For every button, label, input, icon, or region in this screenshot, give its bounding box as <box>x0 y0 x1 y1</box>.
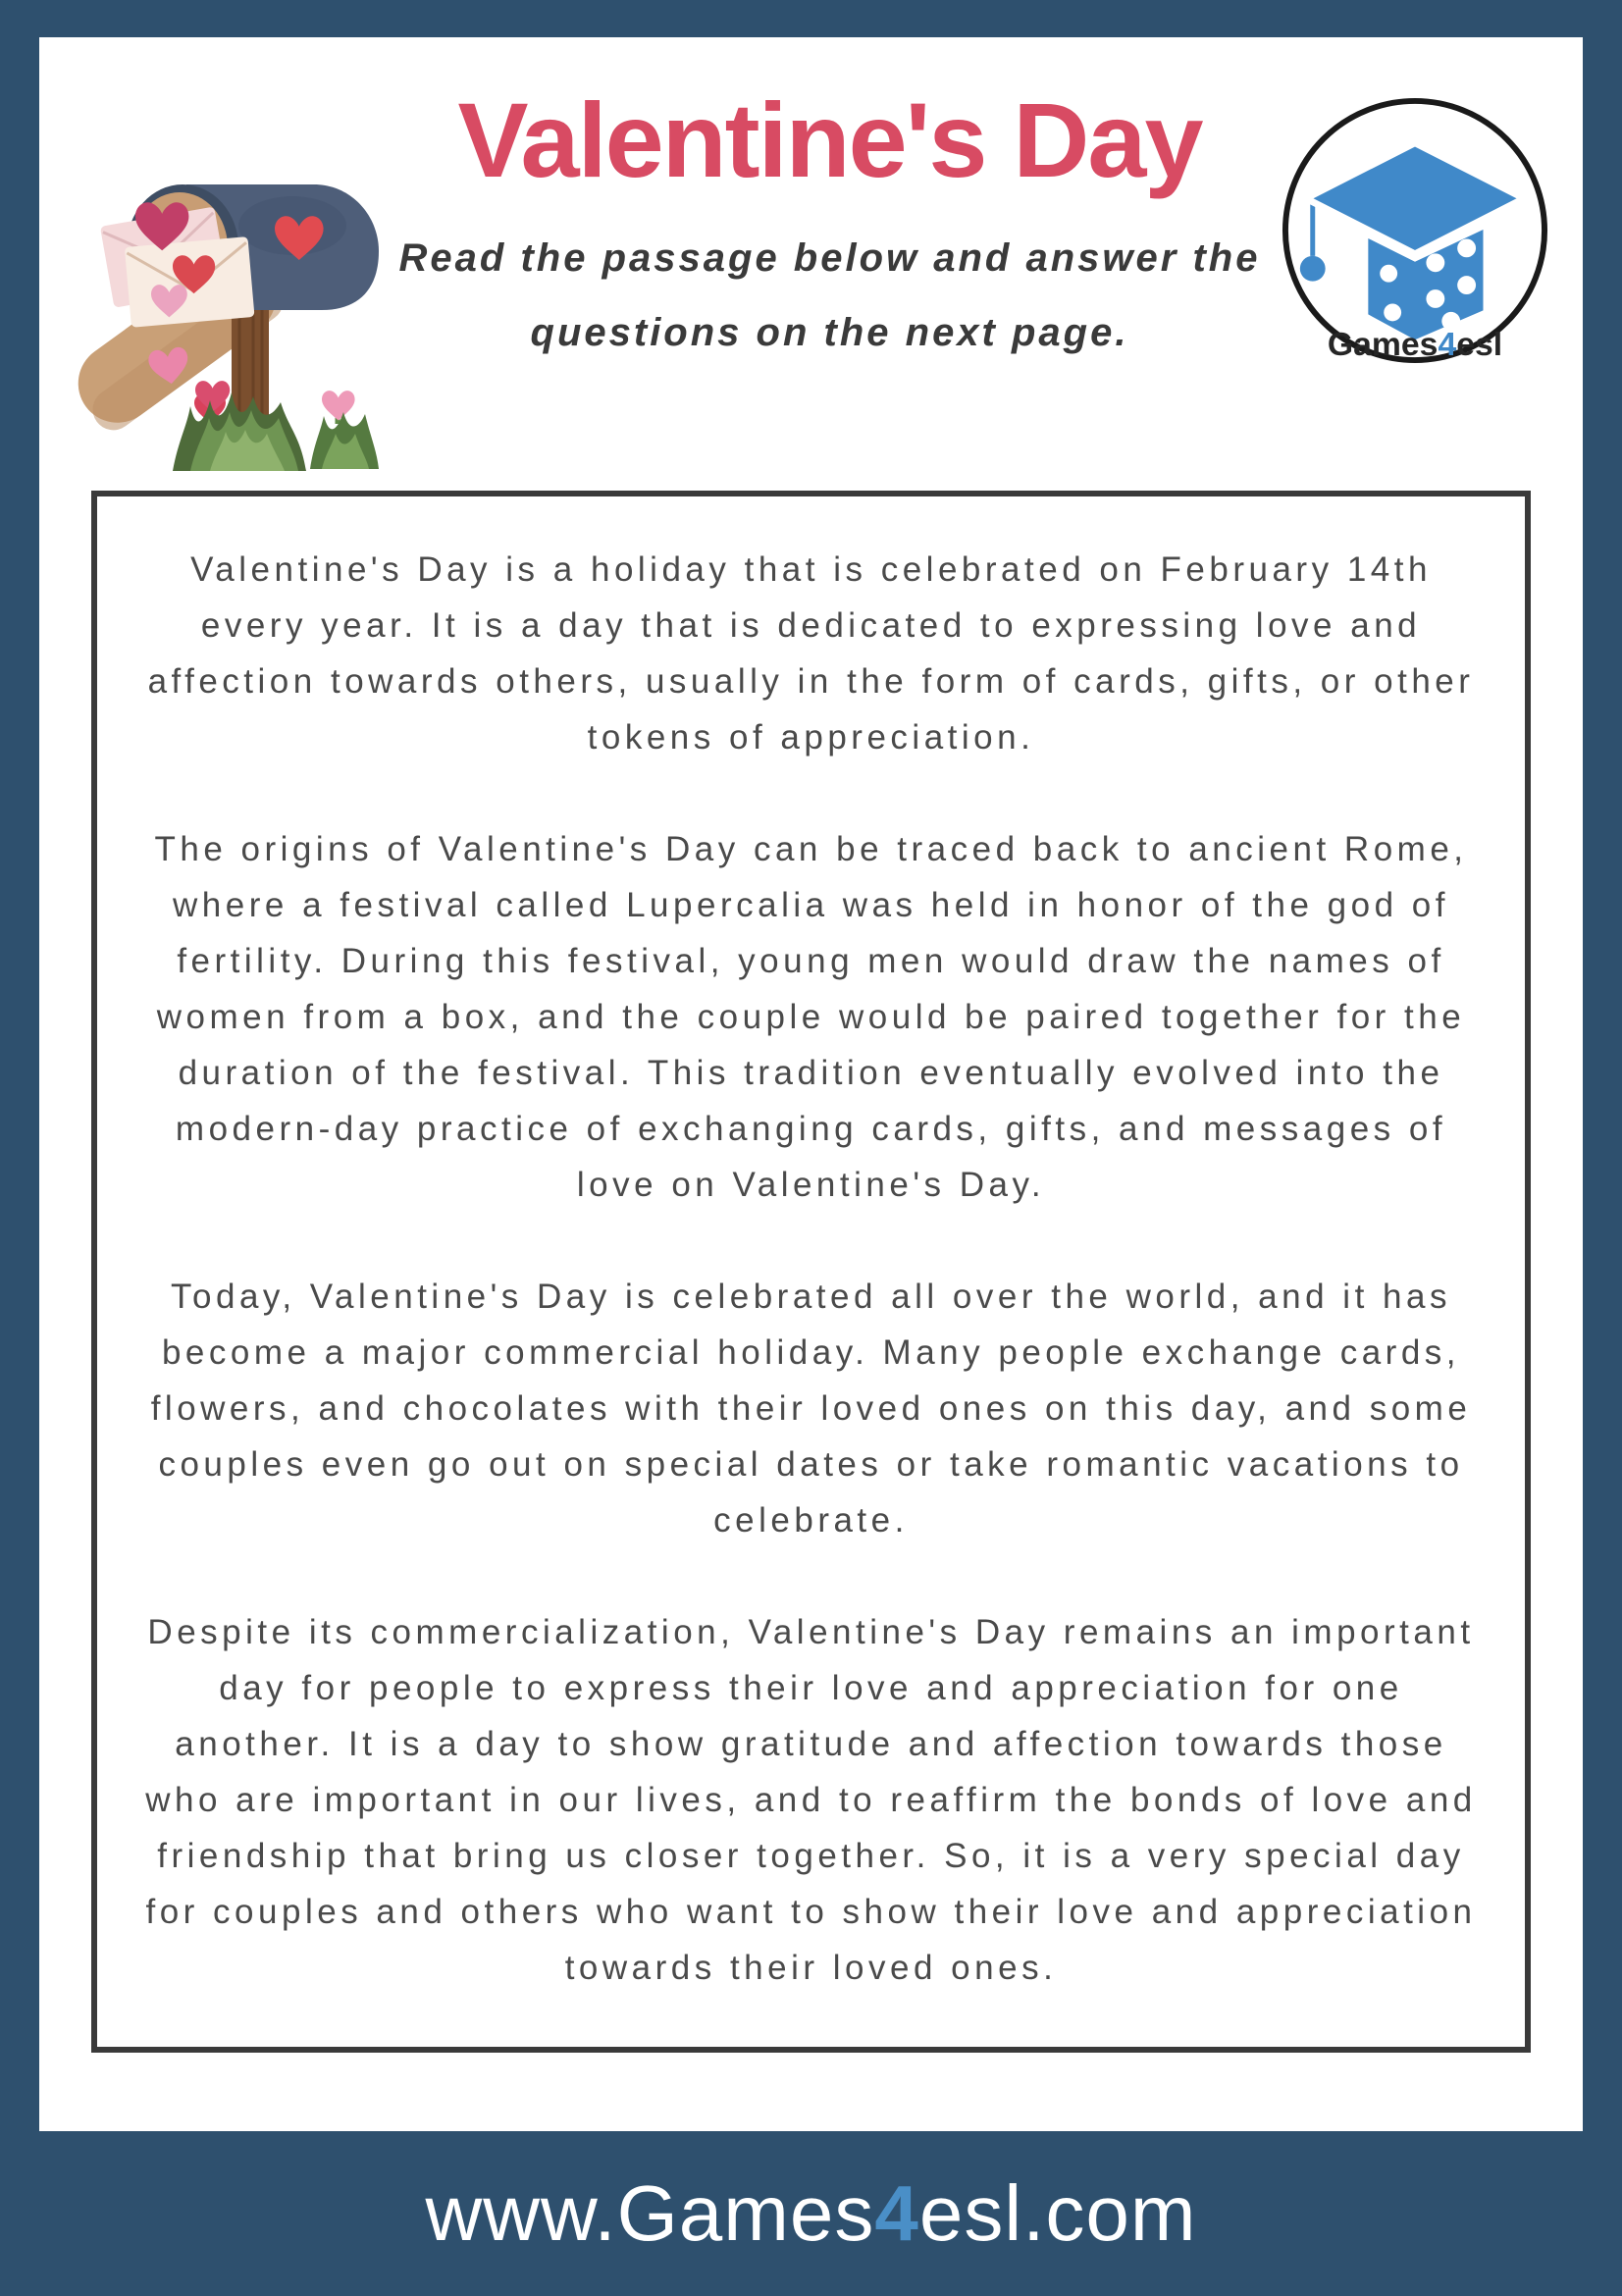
mailbox-illustration-wrap <box>39 57 381 486</box>
header <box>39 37 1583 473</box>
games4esl-logo-icon <box>1279 94 1551 367</box>
subtitle-line-2: questions on the next page. <box>530 311 1129 355</box>
passage-box <box>91 491 1531 2053</box>
header-center <box>381 57 1279 370</box>
sheet <box>39 37 1583 2131</box>
valentine-mailbox-icon <box>57 78 381 481</box>
passage-paragraph-1: Valentine's Day is a holiday that is celebrated on February 14th every year. It is a day that is dedicated to expressing love and affection towards others, usually in the form of cards, gifts, or other tokens of appreciation. <box>147 550 1475 757</box>
footer-url-prefix: www.Games <box>425 2169 875 2257</box>
page-title: Valentine's Day <box>457 80 1202 199</box>
footer-url-number: 4 <box>874 2169 919 2257</box>
subtitle-line-1: Read the passage below and answer the <box>398 236 1261 281</box>
passage-paragraph-3: Today, Valentine's Day is celebrated all over the world, and it has become a major commercial holiday. Many people exchange cards, flowers, and chocolates with their loved ones on this day, and some couples even go out on special dates or take romantic vacations to celebrate. <box>150 1278 1472 1539</box>
games4esl-logo <box>1279 57 1583 372</box>
footer-url-suffix: esl.com <box>918 2169 1197 2257</box>
subtitle <box>381 221 1279 370</box>
passage-paragraph-4: Despite its commercialization, Valentine's Day remains an important day for people to express their love and appreciation for one another. It is a day to show gratitude and affection towards those who are important in our lives, and to reaffirm the bonds of love and friendship that bring us closer together. So, it is a very special day for couples and others who want to show their love and appreciation towards their loved ones. <box>145 1613 1477 1987</box>
passage-paragraph-2: The origins of Valentine's Day can be traced back to ancient Rome, where a festival called Lupercalia was held in honor of the god of fertility. During this festival, young men would draw the names of women from a box, and the couple would be paired together for the duration of the festival. This tradition eventually evolved into the modern-day practice of exchanging cards, gifts, and messages of love on Valentine's Day. <box>154 830 1468 1204</box>
footer <box>0 2131 1622 2296</box>
logo-text: Games4esl <box>1327 326 1503 364</box>
